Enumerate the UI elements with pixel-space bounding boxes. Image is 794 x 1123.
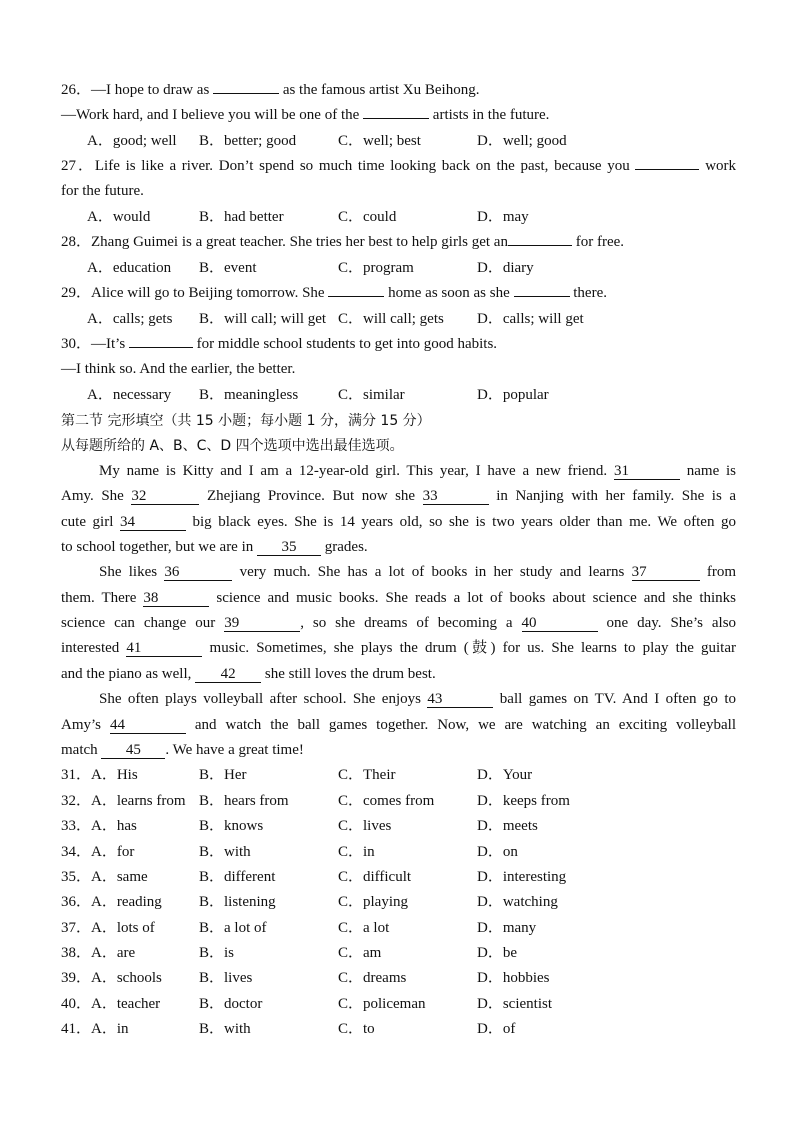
cloze-33-option-a: 33．A．has (61, 818, 137, 834)
cloze-38-option-b: B．is (199, 945, 235, 961)
option-c: C．similar (338, 387, 405, 403)
answer-blank (508, 245, 572, 246)
cloze-34-option-b: B．with (199, 844, 251, 860)
cloze-32-option-d: D．keeps from (477, 793, 570, 809)
passage-line: She often plays volleyball after school. She enjoys 43 ball games on TV. And I often go to (99, 691, 736, 707)
cloze-blank-37: 37 (632, 564, 700, 581)
cloze-blank-41: 41 (126, 640, 202, 657)
cloze-37-option-c: C．a lot (338, 920, 390, 936)
cloze-31-option-a: 31．A．His (61, 767, 138, 783)
option-a: A．would (87, 209, 151, 225)
cloze-blank-36: 36 (164, 564, 232, 581)
cloze-blank-34: 34 (120, 514, 186, 531)
cloze-37-option-a: 37．A．lots of (61, 920, 155, 936)
cloze-blank-31: 31 (614, 463, 680, 480)
option-c: C．will call; gets (338, 311, 444, 327)
option-b: B．better; good (199, 133, 297, 149)
cloze-38-option-a: 38．A．are (61, 945, 136, 961)
cloze-35-option-c: C．difficult (338, 869, 412, 885)
answer-blank (363, 118, 429, 119)
cloze-blank-44: 44 (110, 717, 186, 734)
cloze-35-option-b: B．different (199, 869, 276, 885)
question-28-stem: 28．Zhang Guimei is a great teacher. She tries her best to help girls get an for free. (61, 234, 625, 250)
cloze-40-option-c: C．policeman (338, 996, 426, 1012)
question-30-reply: —I think so. And the earlier, the better. (61, 361, 296, 377)
passage-line: My name is Kitty and I am a 12-year-old girl. This year, I have a new friend. 31 name is (99, 463, 737, 479)
answer-blank (635, 169, 699, 170)
passage-line: and the piano as well, 42 she still loves the drum best. (61, 666, 436, 682)
cloze-blank-42: 42 (195, 666, 261, 683)
passage-line: interested 41 music. Sometimes, she plays the drum (鼓) for us. She learns to play the guitar (61, 640, 736, 656)
cloze-38-option-c: C．am (338, 945, 382, 961)
cloze-37-option-d: D．many (477, 920, 537, 936)
option-b: B．event (199, 260, 257, 276)
cloze-39-option-c: C．dreams (338, 970, 407, 986)
cloze-33-option-d: D．meets (477, 818, 538, 834)
option-b: B．meaningless (199, 387, 299, 403)
passage-line: Amy’s 44 and watch the ball games together. Now, we are watching an exciting volleyball (61, 717, 736, 733)
passage-line: match 45 . We have a great time! (61, 742, 304, 758)
cloze-36-option-b: B．listening (199, 894, 276, 910)
option-d: D．calls; will get (477, 311, 584, 327)
option-a: A．calls; gets (87, 311, 173, 327)
option-d: D．popular (477, 387, 549, 403)
passage-line: cute girl 34 big black eyes. She is 14 years old, so she is two years older than me. We often go (61, 514, 736, 530)
question-29-stem: 29．Alice will go to Beijing tomorrow. She home as soon as she there. (61, 285, 607, 301)
option-a: A．education (87, 260, 172, 276)
cloze-blank-38: 38 (143, 590, 209, 607)
section-instruction: 从每题所给的 A、B、C、D 四个选项中选出最佳选项。 (61, 438, 404, 454)
cloze-34-option-d: D．on (477, 844, 518, 860)
answer-blank (213, 93, 279, 94)
option-d: D．diary (477, 260, 534, 276)
option-c: C．well; best (338, 133, 421, 149)
passage-line: them. There 38 science and music books. She reads a lot of books about science and she thinks (61, 590, 737, 606)
answer-blank (514, 296, 570, 297)
cloze-39-option-a: 39．A．schools (61, 970, 162, 986)
question-26-stem: 26．—I hope to draw as as the famous artist Xu Beihong. (61, 82, 480, 98)
cloze-blank-33: 33 (423, 488, 489, 505)
answer-blank (129, 347, 193, 348)
passage-line: She likes 36 very much. She has a lot of books in her study and learns 37 from (99, 564, 737, 580)
cloze-41-option-c: C．to (338, 1021, 375, 1037)
cloze-37-option-b: B．a lot of (199, 920, 267, 936)
cloze-blank-35: 35 (257, 539, 321, 556)
option-c: C．could (338, 209, 397, 225)
cloze-32-option-a: 32．A．learns from (61, 793, 186, 809)
passage-line: Amy. She 32 Zhejiang Province. But now she 33 in Nanjing with her family. She is a (61, 488, 737, 504)
option-d: D．well; good (477, 133, 567, 149)
cloze-32-option-c: C．comes from (338, 793, 435, 809)
cloze-40-option-a: 40．A．teacher (61, 996, 161, 1012)
cloze-31-option-b: B．Her (199, 767, 247, 783)
section-title: 第二节 完形填空（共 15 小题；每小题 1 分，满分 15 分） (61, 413, 431, 429)
cloze-31-option-c: C．Their (338, 767, 396, 783)
question-30-stem: 30．—It’s for middle school students to get into good habits. (61, 336, 498, 352)
cloze-39-option-b: B．lives (199, 970, 253, 986)
cloze-35-option-d: D．interesting (477, 869, 567, 885)
cloze-36-option-c: C．playing (338, 894, 408, 910)
option-c: C．program (338, 260, 414, 276)
cloze-blank-32: 32 (131, 488, 199, 505)
passage-line: science can change our 39 , so she dreams of becoming a 40 one day. She’s also (61, 615, 737, 631)
question-26-reply: —Work hard, and I believe you will be one of the artists in the future. (61, 107, 550, 123)
cloze-33-option-c: C．lives (338, 818, 392, 834)
cloze-32-option-b: B．hears from (199, 793, 289, 809)
option-b: B．had better (199, 209, 284, 225)
passage-line: to school together, but we are in 35 grades. (61, 539, 368, 555)
cloze-36-option-d: D．watching (477, 894, 558, 910)
answer-blank (328, 296, 384, 297)
cloze-blank-43: 43 (427, 691, 493, 708)
cloze-41-option-d: D．of (477, 1021, 516, 1037)
cloze-39-option-d: D．hobbies (477, 970, 550, 986)
question-27-stem: 27．Life is like a river. Don’t spend so much time looking back on the past, because you work (61, 158, 737, 174)
option-a: A．good; well (87, 133, 177, 149)
cloze-38-option-d: D．be (477, 945, 517, 961)
option-d: D．may (477, 209, 529, 225)
cloze-31-option-d: D．Your (477, 767, 533, 783)
cloze-34-option-c: C．in (338, 844, 375, 860)
question-27-stem-cont: for the future. (61, 183, 144, 199)
cloze-35-option-a: 35．A．same (61, 869, 148, 885)
cloze-blank-39: 39 (224, 615, 300, 632)
cloze-blank-40: 40 (522, 615, 598, 632)
cloze-34-option-a: 34．A．for (61, 844, 135, 860)
cloze-40-option-b: B．doctor (199, 996, 263, 1012)
option-b: B．will call; will get (199, 311, 327, 327)
cloze-41-option-b: B．with (199, 1021, 251, 1037)
cloze-33-option-b: B．knows (199, 818, 264, 834)
cloze-40-option-d: D．scientist (477, 996, 552, 1012)
cloze-36-option-a: 36．A．reading (61, 894, 162, 910)
option-a: A．necessary (87, 387, 172, 403)
cloze-blank-45: 45 (101, 742, 165, 759)
cloze-41-option-a: 41．A．in (61, 1021, 129, 1037)
